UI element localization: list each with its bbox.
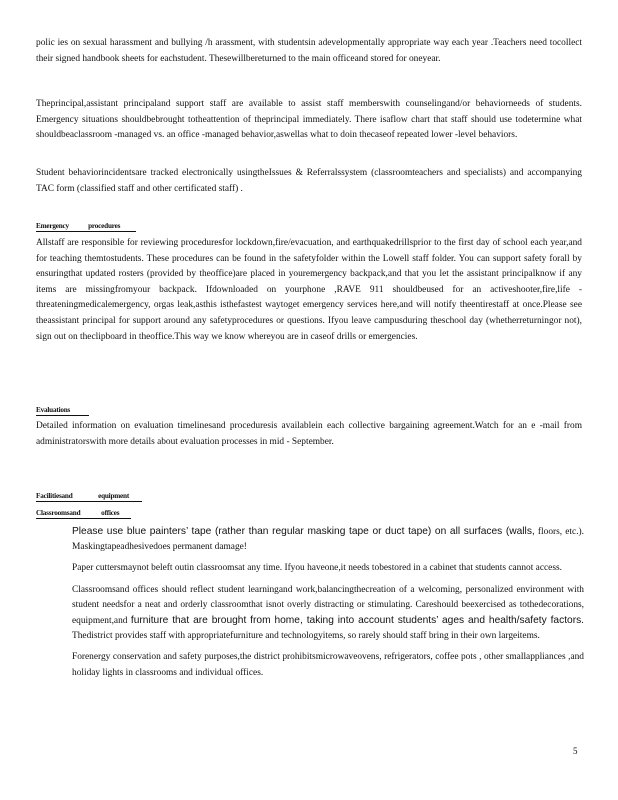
paper-cutter-rule-text: Paper cuttersmaynot beleft outin classroomsat any time. Ifyou haveone,it needs tobestored in a cabinet that students cannot access. xyxy=(72,563,562,574)
decor-rule-text: Classroomsand offices should reflect student learningand work,balancingthecreation of a welcoming, personalized environment with student needsfor a neat and orderly classroomthat isnot overly distracting or stimulating. Careshould beexercised as tothedecorations, equipment,and xyxy=(72,584,584,627)
decor-rule-furniture-text: furniture that are brought from home, taking into account students’ ages and health/safety factors. xyxy=(130,615,585,627)
tape-rule-text: floors, etc.). Maskingtapeadhesivedoes permanent damage! xyxy=(72,527,585,553)
page-number: 5 xyxy=(573,746,578,756)
emergency-procedures-heading: Emergency procedures xyxy=(36,222,136,232)
energy-rule-text: Forenergy conservation and safety purposes,the district prohibitsmicrowaveovens, refrigerators, coffee pots , other smallappliances ,and holiday lights in classrooms and individual offices. xyxy=(72,652,584,678)
list-item xyxy=(54,650,584,680)
principal-support-paragraph: Theprincipal,assistant principaland support staff are available to assist staff memberswith counselingand/or behaviorneeds of students. Emergency situations shouldbebrought totheattention of theprincipal immediately. There isaflow chart that staff should use todetermine what shouldbeaclassroom -managed vs. an office -managed behavior,aswellas what to doin thecaseof repeated lower -level behaviors. xyxy=(36,99,582,141)
facilities-heading: Facilitiesand equipment xyxy=(36,492,142,502)
behavior-tracking-paragraph: Student behaviorincidentsare tracked electronically usingtheIssues & Referralssystem (classroomteachers and specialists) and accompanying TAC form (classified staff and other certificated staff) . xyxy=(36,168,582,194)
tape-rule-lead: Please use blue painters’ tape (rather than regular masking tape or duct tape) on all surfaces (walls, xyxy=(72,526,535,537)
policies-paragraph: polic ies on sexual harassment and bullying /h arassment, with studentsin adevelopmentally appropriate way each year .Teachers need tocollect their signed handbook sheets for eachstudent. Thesewillbereturned to the main officeand stored for oneyear. xyxy=(36,38,582,64)
list-item xyxy=(54,583,584,645)
evaluations-paragraph: Detailed information on evaluation timelinesand proceduresis availablein each collective bargaining agreement.Watch for an e -mail from administratorswith more details about evaluation processes in mid - September. xyxy=(36,421,582,447)
classroom-rules-list xyxy=(54,524,584,687)
list-item xyxy=(54,561,584,576)
emergency-procedures-paragraph: Allstaff are responsible for reviewing proceduresfor lockdown,fire/evacuation, and earthquakedrillsprior to the first day of school each year,and for teaching themtostudents. These procedures can be found in the safetyfolder within the Lowell staff folder. You can support safety forall by ensuringthat updated rosters (provided by theoffice)are placed in youremergency backpack,and that you let the assistant principalknow if any items are missingfromyour backpack. Ifdownloaded on yourphone ,RAVE 911 shouldbeused for an activeshooter,fire,life -threateningmedicalemergency, orgas leak,asthis isthefastest waytoget emergency services here,and will notify theentirestaff at once.Please see theassistant principal for support around any safetyprocedures or questions. Ifyou leave campusduring theschool day (whetherreturningor not), sign out on theclipboard in theoffice.This way we know whereyou are in caseof drills or emergencies. xyxy=(36,238,582,342)
decor-rule-tail-text: Thedistrict provides staff with appropriatefurniture and technologyitems, so rarely should staff bring in their own largeitems. xyxy=(72,631,540,642)
classrooms-offices-subheading: Classroomsand offices xyxy=(36,509,131,519)
evaluations-heading: Evaluations xyxy=(36,406,89,416)
list-item xyxy=(54,524,584,555)
